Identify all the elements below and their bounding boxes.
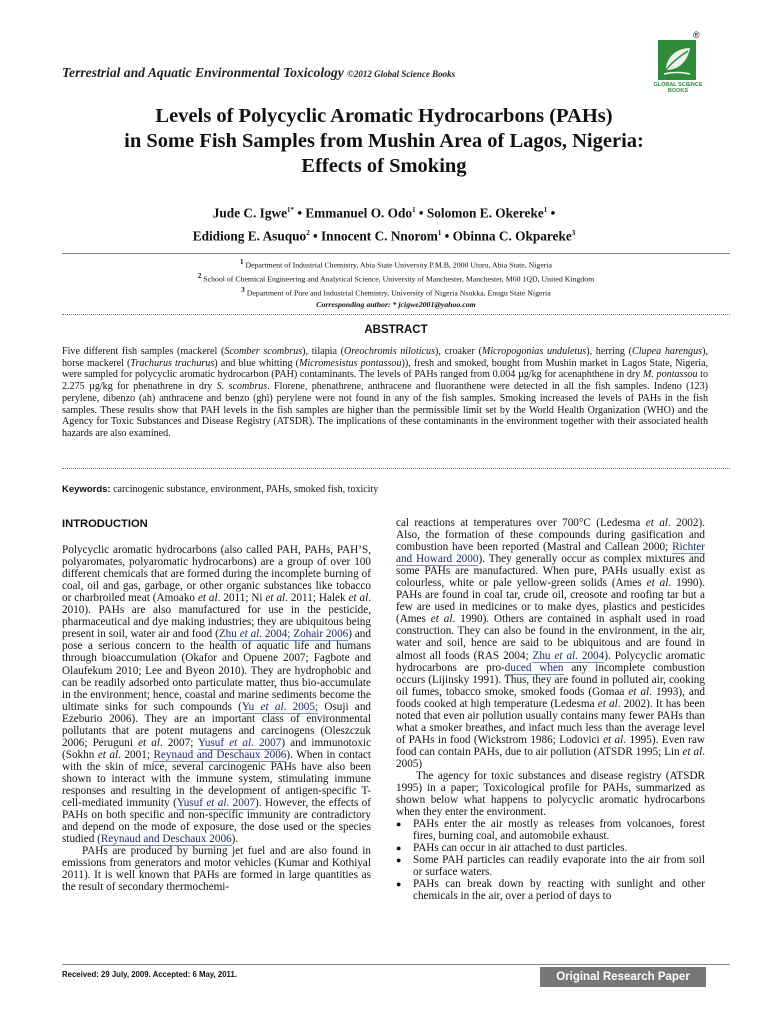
abstract-run: ) and blue whitting ( (214, 357, 299, 369)
citation-link[interactable] (532, 650, 604, 663)
et-al: et al (97, 748, 119, 761)
title-line: Levels of Polycyclic Aromatic Hydrocarbons (PAHs) (155, 105, 613, 127)
corresponding-label: Corresponding author (316, 300, 388, 310)
et-al: et al (229, 736, 252, 749)
title-line: in Some Fish Samples from Mushin Area of Lagos, Nigeria: (124, 130, 644, 152)
citation-text: . 2007 (226, 797, 256, 810)
corresponding-author (62, 300, 730, 311)
et-al: et al (260, 700, 284, 713)
abstract-run: ), croaker ( (435, 346, 482, 357)
citation-text: Yu (241, 700, 261, 713)
keywords-text: carcinogenic substance, environment, PAHs, smoked fish, toxicity (113, 484, 379, 495)
et-al: et al (646, 577, 669, 590)
list-item (396, 854, 705, 878)
author-name: Innocent C. Nnorom (321, 228, 438, 244)
author-name: Solomon E. Okereke (426, 205, 544, 221)
author-affil-mark: 1 (543, 206, 548, 214)
text-run: . 2011; Halek (285, 592, 349, 605)
affiliation (62, 271, 730, 285)
text-run: ). However, the effects of PAHs on both specific and non-specific immunity are contradictory and depend on the mode of exposure, the dose used or the species studied ( (62, 797, 372, 846)
affiliation (62, 257, 730, 271)
list-item-text: PAHs can occur in air attached to dust particles. (413, 842, 628, 855)
list-item (396, 818, 705, 842)
species-name: Trachurus trachurus (130, 357, 215, 369)
leaf-icon (658, 40, 696, 80)
author-affil-mark: 1 (437, 229, 442, 238)
author-affil-mark: 1 (412, 206, 416, 214)
author-name: Emmanuel O. Odo (305, 205, 413, 221)
paragraph: The agency for toxic substances and disease registry (ATSDR 1995) in a paper; Toxicological profile for PAHs, summarized as shown below what happens to polycyclic aromatic hydrocarbons when they enter the environment. (396, 769, 705, 819)
corresponding-sep: : (388, 300, 393, 310)
et-al: et al (206, 797, 227, 810)
bullet-icon: ● (396, 843, 402, 854)
species-name: Micropogonias unduletus (481, 346, 587, 357)
et-al: et al (239, 628, 260, 641)
citation-text: . 2004; Zohair 2006 (259, 628, 349, 641)
logo-box (658, 40, 696, 80)
divider (62, 314, 730, 315)
bullet-list (396, 818, 705, 902)
paper-title (40, 104, 728, 179)
et-al: et al (430, 613, 453, 626)
author-separator: • (415, 205, 427, 221)
text-run: . 1995). Even raw food can contain PAHs, due to air pollution (ATSDR 1995; Lin (396, 733, 705, 758)
abstract-run: to 2.275 µg/kg for phenathrene in dry (62, 369, 709, 393)
species-name: Micromesistus pontassou (298, 357, 402, 369)
text-run: . 2010). PAHs are also manufactured for use in the pesticide, pharmaceutical and dye making industries; they are ubiquitous being present in soil, water air and food ( (62, 592, 371, 641)
abstract-run: Five different fish samples (mackerel ( (62, 346, 225, 357)
citation-text: Yusuf (176, 797, 207, 810)
corresponding-email-link[interactable]: * jcigwe2001@yahoo.com (392, 300, 476, 310)
article-type-badge: Original Research Paper (540, 967, 706, 987)
text-run: . 2001; (118, 748, 154, 761)
citation-link[interactable]: Richter and Howard 2000 (396, 541, 705, 566)
author-separator: • (547, 205, 556, 221)
journal-header (62, 65, 455, 81)
journal-copyright: ©2012 Global Science Books (347, 69, 456, 79)
registered-mark: ® (693, 30, 700, 40)
author-list (40, 200, 728, 247)
received-dates: Received: 29 July, 2009. Accepted: 6 May, 2011. (62, 970, 237, 979)
citation-link[interactable] (177, 797, 255, 810)
list-item-text: Some PAH particles can readily evaporate into the air from soil or surface waters. (413, 854, 705, 879)
divider (62, 468, 730, 469)
text-run: cal reactions at temperatures over 700°C (Ledesma (396, 517, 646, 529)
citation-text: . 2005; (283, 700, 319, 713)
author-name: Obinna C. Okpareke (452, 228, 572, 244)
affiliation-number: 3 (241, 286, 245, 295)
paragraph: PAHs are produced by burning jet fuel and are also found in emissions from generators and motor vehicles (Kumar and Kothiyal 2011). It is well known that PAHs are formed in large quantities as the result of secondary thermochemi- (62, 845, 371, 894)
citation-text: Zhu (532, 649, 555, 662)
species-name: S. scombrus (216, 381, 268, 393)
list-item-text: PAHs can break down by reacting with sunlight and other chemicals in the air, over a period of days to (413, 878, 705, 903)
et-al: et al (597, 697, 618, 710)
abstract-run: ), herring ( (586, 346, 633, 357)
text-run: . 1990). PAHs are found in coal tar, crude oil, creosote and roofing tar but a few are used in medicines or to make dyes, plastics and pesticides (Ames (396, 577, 705, 626)
citation-link[interactable] (198, 737, 281, 750)
citation-link[interactable]: duced when (504, 661, 564, 674)
species-name: Oreochromis niloticus (344, 346, 436, 357)
text-run: ) and immunotoxic (Sokhn (62, 736, 372, 761)
citation-link[interactable]: Reynaud and Deschaux 2006 (153, 748, 287, 761)
text-run: . 2002). Also, the formation of these compounds during gasification and combustion have been reported (Mastral and Callean 2000; (396, 517, 705, 554)
abstract-run: )), fresh and smoked, bought from Mushin market in Lagos State, Nigeria, were sampled for polycyclic aromatic hydrocarbon (PAH) contaminants. The levels of PAHs ranged from 0.004 µg/kg for acenaphthene in dry (62, 357, 709, 381)
affiliation-number: 2 (197, 272, 202, 281)
species-name: Scomber scombrus (224, 346, 303, 357)
abstract-run: ), horse mackerel ( (62, 346, 708, 369)
text-run: . 2007; (159, 736, 198, 749)
paragraph (396, 517, 705, 770)
text-run: Polycyclic aromatic hydrocarbons (also called PAH, PAHs, PAH’S, polyaromates, polyaromatic hydrocarbons) are a group of over 100 different chemicals that are formed during the incomplete burning of coal, oil and gas, garbage, or other organic substances like tobacco or charbroiled meat (Amoako (62, 544, 371, 605)
divider (62, 253, 730, 254)
et-al: et al (628, 685, 650, 698)
affiliation (62, 285, 730, 299)
text-run: . 1993), and foods cooked at high temperature (Ledesma (396, 685, 706, 710)
species-name: Clupea harengus (632, 346, 703, 357)
list-item-text: PAHs enter the air mostly as releases from volcanoes, forest fires, burning coal, and automobile exhaust. (413, 818, 705, 843)
text-run: Osuji and Ezeburio 2006). They are an important class of environmental pollutants that are potent mutagens and carcinogens (Oleszczuk 2006; Peruguni (62, 700, 372, 749)
publisher-logo (652, 30, 708, 102)
affiliations (62, 257, 730, 311)
bullet-icon: ● (396, 879, 402, 890)
right-column (396, 517, 705, 903)
species-name: M. pontassou (642, 369, 698, 381)
author-name: Jude C. Igwe (212, 205, 287, 221)
text-run: ). (231, 833, 239, 846)
journal-name: Terrestrial and Aquatic Environmental Toxicology (62, 65, 344, 80)
et-al: et al (348, 592, 369, 605)
paragraph (62, 544, 371, 845)
et-al: et al (138, 736, 160, 749)
text-run: . 2005) (396, 745, 705, 770)
keywords (62, 484, 730, 496)
citation-link[interactable]: Reynaud and Deschaux 2006 (100, 833, 232, 846)
affiliation-text: School of Chemical Engineering and Analytical Science, University of Manchester, Manchester, M60 1QD, United Kingdom (203, 274, 595, 284)
citation-link[interactable] (242, 701, 318, 714)
author-separator: • (441, 228, 453, 244)
text-run: ). When in contact with the skin of mice, several carcinogenic PAHs have also been shown to interact with the immune system, stimulating immune responses and resulting in the development of antigen-specific T-cell-mediated immunity ( (62, 748, 371, 810)
citation-link[interactable] (219, 628, 348, 641)
et-al: et al (682, 745, 703, 758)
author-name: Edidiong E. Asuquo (192, 228, 307, 244)
list-item (396, 842, 705, 854)
author-separator: • (309, 228, 321, 244)
list-item (396, 878, 705, 902)
logo-text: GLOBAL SCIENCE BOOKS (653, 82, 703, 94)
abstract-heading: ABSTRACT (364, 324, 428, 336)
footer-divider (62, 964, 730, 965)
text-run: . 2011; Ni (217, 592, 266, 605)
text-run: ). They generally occur as complex mixtures and some PAHs are manufactured. When pure, PAHs usually exist as colourless, white or pale yellow-green solids (Ames (396, 553, 705, 590)
text-run: . 1990). Others are contained in asphalt used in road construction. They can also be found in the environment, in the air, water and soil, hence are said to be ubiquitous and are found in almost all foods (RAS 2004; (396, 613, 706, 662)
et-al: et al (265, 592, 286, 605)
et-al: et al (197, 592, 218, 605)
et-al: et al (554, 649, 576, 662)
bullet-icon: ● (396, 819, 402, 830)
affiliation-text: Department of Pure and Industrial Chemistry, University of Nigeria Nsukka, Enugu State Nigeria (246, 288, 551, 298)
text-run: any incomplete combustion occurs (Lijinsky 1991). Thus, they are found in polluted air, cooking oil fumes, tobacco smoke, smoked foods (Gomaa (396, 661, 705, 698)
keywords-label: Keywords: (62, 484, 111, 495)
bullet-icon: ● (396, 855, 402, 866)
section-heading-introduction: INTRODUCTION (62, 518, 148, 530)
abstract-run: . Florene, phenathrene, anthracene and fluoranthene were detected in all the fish samples. Indeno (123) perylene, dibenzo (ah) anthracene and benzo (ghi) perylene were not found in any of the fish samples. Smoking increased the levels of PAHs in the fish samples. These results show that PAH levels in the fish samples are higher than the permissible limit set by the World Health Organization (WHO) and the Agency for Toxic Substances and Disease Registry (ATSDR). The implications of these contaminants in the environment together with their associated health hazards are also examined. (62, 381, 708, 439)
citation-text: Yusuf (197, 736, 230, 749)
affiliation-text: Department of Industrial Chemistry, Abia State University P.M.B, 2000 Uturu, Abia State, Nigeria (245, 260, 552, 270)
abstract-run: ), tilapia ( (302, 346, 345, 357)
text-run: ). Polycyclic aromatic hydrocarbons are pro- (396, 649, 705, 674)
citation-text: Zhu (218, 628, 240, 641)
title-line: Effects of Smoking (301, 155, 467, 177)
text-run: ) and pose a serious concern to the health of aquatic life and humans through bioaccumulation (Okafor and Opuene 2007; Fagbote and Olaufekum 2010; Lee and Byeon 2010). They are hydrophobic and can be readily adsorbed onto particulate matter, thus bio-accumulate in the environment; hence, coastal and marine sediments become the ultimate sinks for such compounds ( (62, 628, 371, 713)
author-affil-mark: 3 (571, 229, 576, 238)
author-affil-mark: 1* (287, 206, 294, 214)
affiliation-number: 1 (239, 258, 244, 266)
abstract-text (62, 346, 708, 440)
et-al: et al (645, 517, 668, 529)
author-affil-mark: 2 (306, 229, 310, 238)
author-separator: • (294, 205, 306, 221)
left-column (62, 517, 371, 893)
citation-text: . 2004 (575, 649, 605, 662)
text-run: . 2002). It has been noted that even air pollution usually contains many fewer PAHs than what a smoker breathes, and infact much less than the average level of PAHs in food (Wickstrom 1986; Lodovici (396, 697, 706, 746)
citation-text: . 2007 (251, 736, 282, 749)
et-al: et al (603, 733, 624, 746)
